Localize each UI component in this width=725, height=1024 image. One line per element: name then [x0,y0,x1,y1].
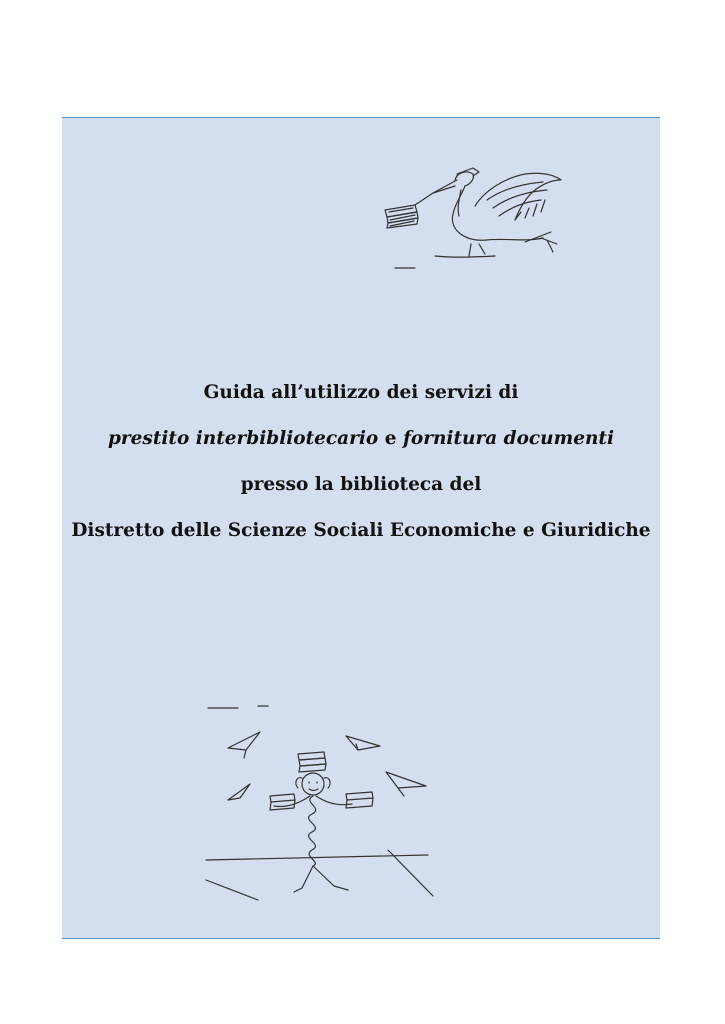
cover-title [62,370,660,554]
title-line-2 [62,416,660,462]
title-service-supply: fornitura documenti [402,428,614,449]
title-line-1: Guida all’utilizzo dei servizi di [203,382,519,403]
title-conjunction: e [378,428,403,449]
title-service-loan: prestito interbibliotecario [107,428,379,449]
title-line-4: Distretto delle Scienze Sociali Economiche e Giuridiche [71,520,651,541]
title-line-3: presso la biblioteca del [240,474,482,495]
juggler-with-books-illustration [198,700,443,902]
stork-with-books-illustration [375,160,575,275]
